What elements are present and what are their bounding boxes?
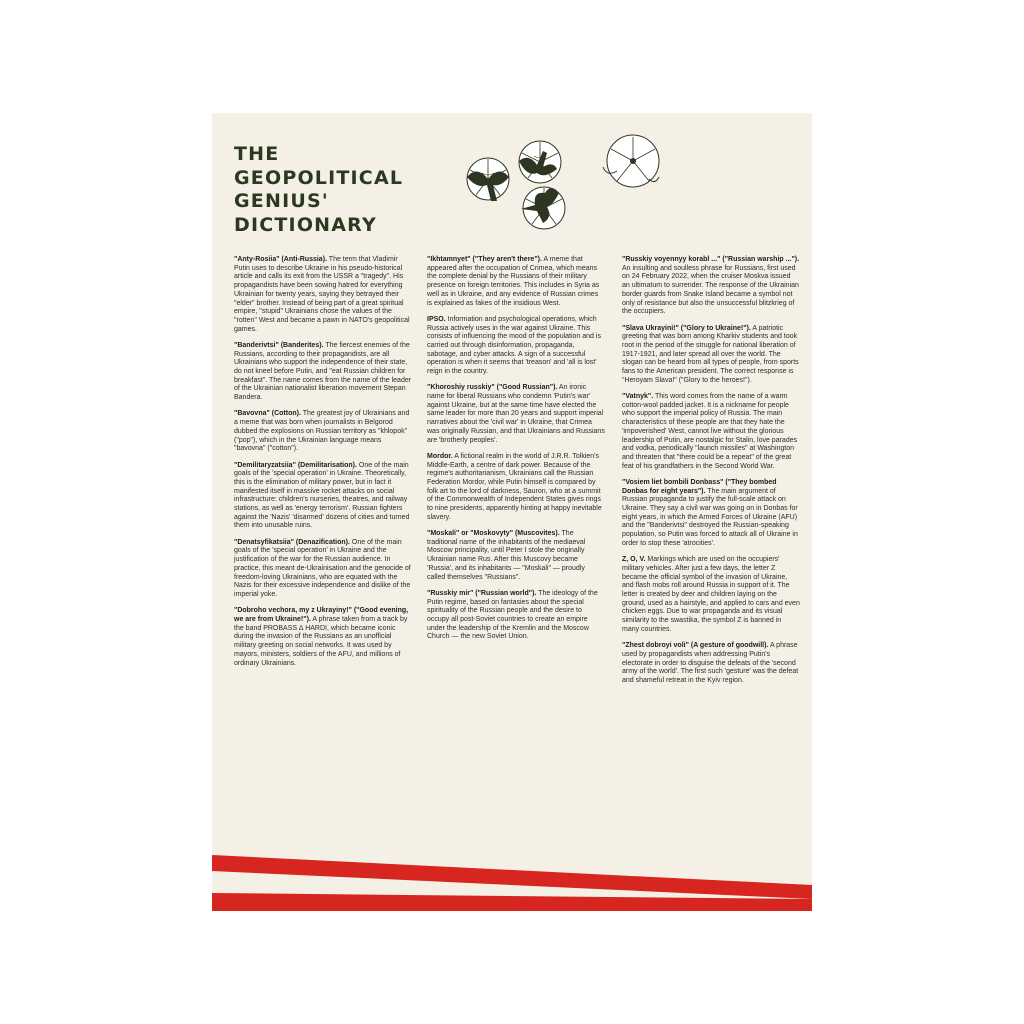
entry-definition: The greatest joy of Ukrainians and a meme that was born when journalists in Belgorod dubbed the explosions on Russian territory as "khlopok" ("pop"), which in the Ukrainian language means "bavovna" ("cotton").	[234, 410, 410, 453]
dictionary-entry	[622, 393, 800, 471]
entry-term: "Ikhtamnyet" ("They aren't there").	[427, 256, 542, 263]
dictionary-entry	[234, 410, 412, 454]
entry-definition: This word comes from the name of a warm cotton-wool padded jacket. It is a nickname for people who support the imperial policy of Russia. The main characteristics of these people are that they hate the 'impoverished' West, cannot live without the glorious leadership of Putin, are nostalgic for Stalin, love parades and vodka, periodically "launch missiles" at Washington and threaten that "there could be a repeat" of the great feat of his grandfathers in the Second World War.	[622, 393, 798, 470]
entry-term: "Moskali" or "Moskovyty" (Muscovites).	[427, 530, 560, 538]
entry-definition: The main argument of Russian propaganda to justify the full-scale attack on Ukraine. They say a civil war was going on in Donbas for eight years, in which the Armed Forces of Ukraine (AFU) and the "Banderivtsi" destroyed the Russian-speaking population, so Putin was forced to attack all of Ukraine in order to stop these 'atrocities'.	[622, 487, 798, 547]
cotton-boll-icon	[519, 141, 561, 183]
title-line: THE	[234, 143, 280, 165]
entry-definition: Information and psychological operations, which Russia actively uses in the war against Ukraine. This consists of influencing the mood of the population and is carried out through disinformation, propaganda, sabotage, and cyber attacks. A sign of a successful operation is when it seems that 'treason' and 'all is lost' reign in the country.	[427, 315, 601, 376]
dictionary-entry	[234, 607, 412, 668]
dictionary-column-1	[234, 256, 412, 676]
dictionary-entry	[622, 325, 800, 386]
entry-term: "Russkiy mir" ("Russian world").	[427, 589, 537, 597]
entry-term: Mordor.	[427, 452, 453, 460]
dictionary-entry	[234, 256, 412, 334]
entry-term: "Zhest dobroyi voli" (A gesture of goodwill).	[622, 642, 769, 650]
entry-term: "Bavovna" (Cotton).	[234, 410, 301, 418]
dictionary-entry	[622, 556, 800, 634]
entry-definition: A fictional realm in the world of J.R.R. Tolkien's Middle-Earth, a centre of dark power. Because of the regime's authoritarianism, Ukrainians call the Russian Federation Mordor, while Putin himself is compared by folk art to the lord of darkness, Sauron, who at a summit of the Commonwealth of Independent States gives rings to nine presidents, apparently hinting at happy inevitable slavery.	[427, 452, 602, 521]
entry-definition: A phrase used by propagandists when addressing Putin's electorate in order to disguise the defeats of the 'second army of the world'. The first such 'gesture' was the defeat and shameful retreat in the Kyiv region.	[622, 642, 799, 684]
dictionary-entry	[427, 590, 605, 642]
red-stripe	[212, 855, 812, 899]
cotton-boll-icon	[467, 158, 509, 201]
entry-definition: The ideology of the Putin regime, based on fantasies about the special spirituality of the Russian people and the desire to occupy all post-Soviet countries to create an empire under the leadership of the Kremlin and the Moscow Church — the new Soviet Union.	[427, 589, 598, 641]
entry-term: "Russkiy voyennyy korabl ..." ("Russian warship ...").	[622, 256, 800, 263]
entry-definition: Markings which are used on the occupiers' military vehicles. After just a few days, the letter Z became the official symbol of the invasion of Ukraine, and flash mobs roll around Russia in support of it. The letter is created by deer and children laying on the ground, used as a hairstyle, and applied to cars and even chicken eggs. Due to war propaganda and its visual similarity to the swastika, the symbol Z is banned in many countries.	[622, 556, 800, 633]
dictionary-entry	[427, 384, 605, 445]
entry-term: Z, O, V.	[622, 556, 646, 564]
entry-term: "Vatnyk".	[622, 393, 654, 401]
page-title	[234, 143, 403, 237]
entry-definition: The traditional name of the inhabitants of the mediaeval Moscow principality, until Peter I stole the originally Ukrainian name Rus. After this Muscovy became 'Russia', and its inhabitants — "Moskali" — proudly called themselves "Russians".	[427, 530, 586, 581]
cotton-illustration	[457, 121, 672, 231]
entry-definition: An insulting and soulless phrase for Russians, first used on 24 February 2022, when the cruiser Moskva issued an ultimatum to surrender. The response of the Ukrainian border guards from Snake Island became a symbol not only of resistance but also the unsuccessful blitzkrieg of the occupiers.	[622, 264, 799, 316]
dictionary-entry	[234, 342, 412, 403]
red-stripe	[212, 893, 812, 911]
entry-definition: The fiercest enemies of the Russians, according to their propagandists, are all Ukrainians who support the independence of their state, do not kneel before Putin, and "eat Russian children for breakfast". The name comes from the name of the leader of the Ukrainian nationalist liberation movement Stepan Bandera.	[234, 341, 412, 402]
dictionary-page	[212, 113, 812, 911]
dictionary-entry	[427, 530, 605, 582]
dictionary-entry	[427, 453, 605, 523]
entry-term: "Demilitaryzatsiia" (Demilitarisation).	[234, 461, 357, 469]
title-line: GEOPOLITICAL	[234, 166, 404, 189]
entry-definition: An ironic name for liberal Russians who condemn 'Putin's war' against Ukraine, but at the same time have elected the same leader for more than 20 years and support imperial narratives about the 'civil war' in Ukraine, that Crimea was originally Russian, and that Ukrainians and Russians are 'brotherly peoples'.	[427, 384, 605, 444]
dictionary-column-3	[622, 256, 800, 693]
dictionary-entry	[622, 256, 800, 317]
dictionary-column-2	[427, 256, 605, 650]
entry-definition: One of the main goals of the 'special operation' in Ukraine and the justification of the war for the Russian audience. In practice, this meant de-Ukrainisation and the genocide of freedom-loving Ukrainians, who are equated with the Nazis for their excessive independence and dislike of the imperial yoke.	[234, 538, 411, 598]
dictionary-entry	[234, 462, 412, 532]
entry-term: "Slava Ukrayini!" ("Glory to Ukraine!").	[622, 324, 751, 332]
dictionary-entry	[234, 539, 412, 600]
entry-term: "Dobroho vechora, my z Ukrayiny!" ("Good evening, we are from Ukraine!").	[234, 607, 409, 623]
dictionary-entry	[427, 316, 605, 377]
entry-term: "Khoroshiy russkiy" ("Good Russian").	[427, 384, 558, 392]
title-line: GENIUS'	[234, 190, 329, 212]
entry-term: "Vosiem liet bombili Donbass" ("They bombed Donbas for eight years").	[622, 478, 777, 495]
entry-definition: A phrase taken from a track by the band PROBASS ∆ HARDI, which became iconic during the invasion of the Russians as an unofficial military greeting on social networks. It was used by mayors, ministers, soldiers of the AFU, and millions of ordinary Ukrainians.	[234, 615, 408, 667]
entry-term: "Anty-Rosiia" (Anti-Russia).	[234, 256, 327, 263]
entry-term: "Banderivtsi" (Banderites).	[234, 341, 324, 349]
entry-definition: One of the main goals of the 'special operation' in Ukraine. Theoretically, this is the elimination of military power, but in fact it manifested itself in massive rocket attacks on social infrastructure: children's nurseries, theatres, and railway stations, as well as 'energy terrorism'. Russian fighters against the 'Nazis' 'disarmed' dozens of cities and turned them into unusable ruins.	[234, 461, 410, 530]
entry-definition: A meme that appeared after the occupation of Crimea, which means the complete denial by the Russians of their military presence on foreign territories. This includes in Syria as well as in Ukraine, and any evidence of Russian crimes is explained as fakes of the insidious West.	[427, 256, 600, 307]
cotton-boll-icon	[603, 135, 659, 187]
title-line: DICTIONARY	[234, 213, 377, 236]
entry-definition: The term that Vladimir Putin uses to describe Ukraine in his pseudo-historical article and calls its exit from the USSR a "tragedy". His propagandists have been sowing hatred for everything Ukrainian for twenty years, saying they betrayed their "elder" brother. Instead of being part of a great spiritual empire, "stupid" Ukrainians chose the values of the "rotten" West and became a pawn in NATO's geopolitical games.	[234, 256, 410, 333]
dictionary-entry	[622, 642, 800, 686]
dictionary-entry	[622, 479, 800, 549]
entry-definition: A patriotic greeting that was born among Kharkiv students and took root in the period of the struggle for national liberation of 1917-1921, and later spread all over the world. The slogan can be heard from all types of people, from sports fans to the American president. The correct response is "Heroyam Slava!" ("Glory to the heroes!").	[622, 324, 799, 384]
red-stripes-decoration	[212, 843, 812, 911]
cotton-boll-icon	[521, 187, 565, 229]
entry-term: IPSO.	[427, 315, 446, 323]
entry-term: "Denatsyfikatsiia" (Denazification).	[234, 538, 350, 546]
dictionary-entry	[427, 256, 605, 308]
